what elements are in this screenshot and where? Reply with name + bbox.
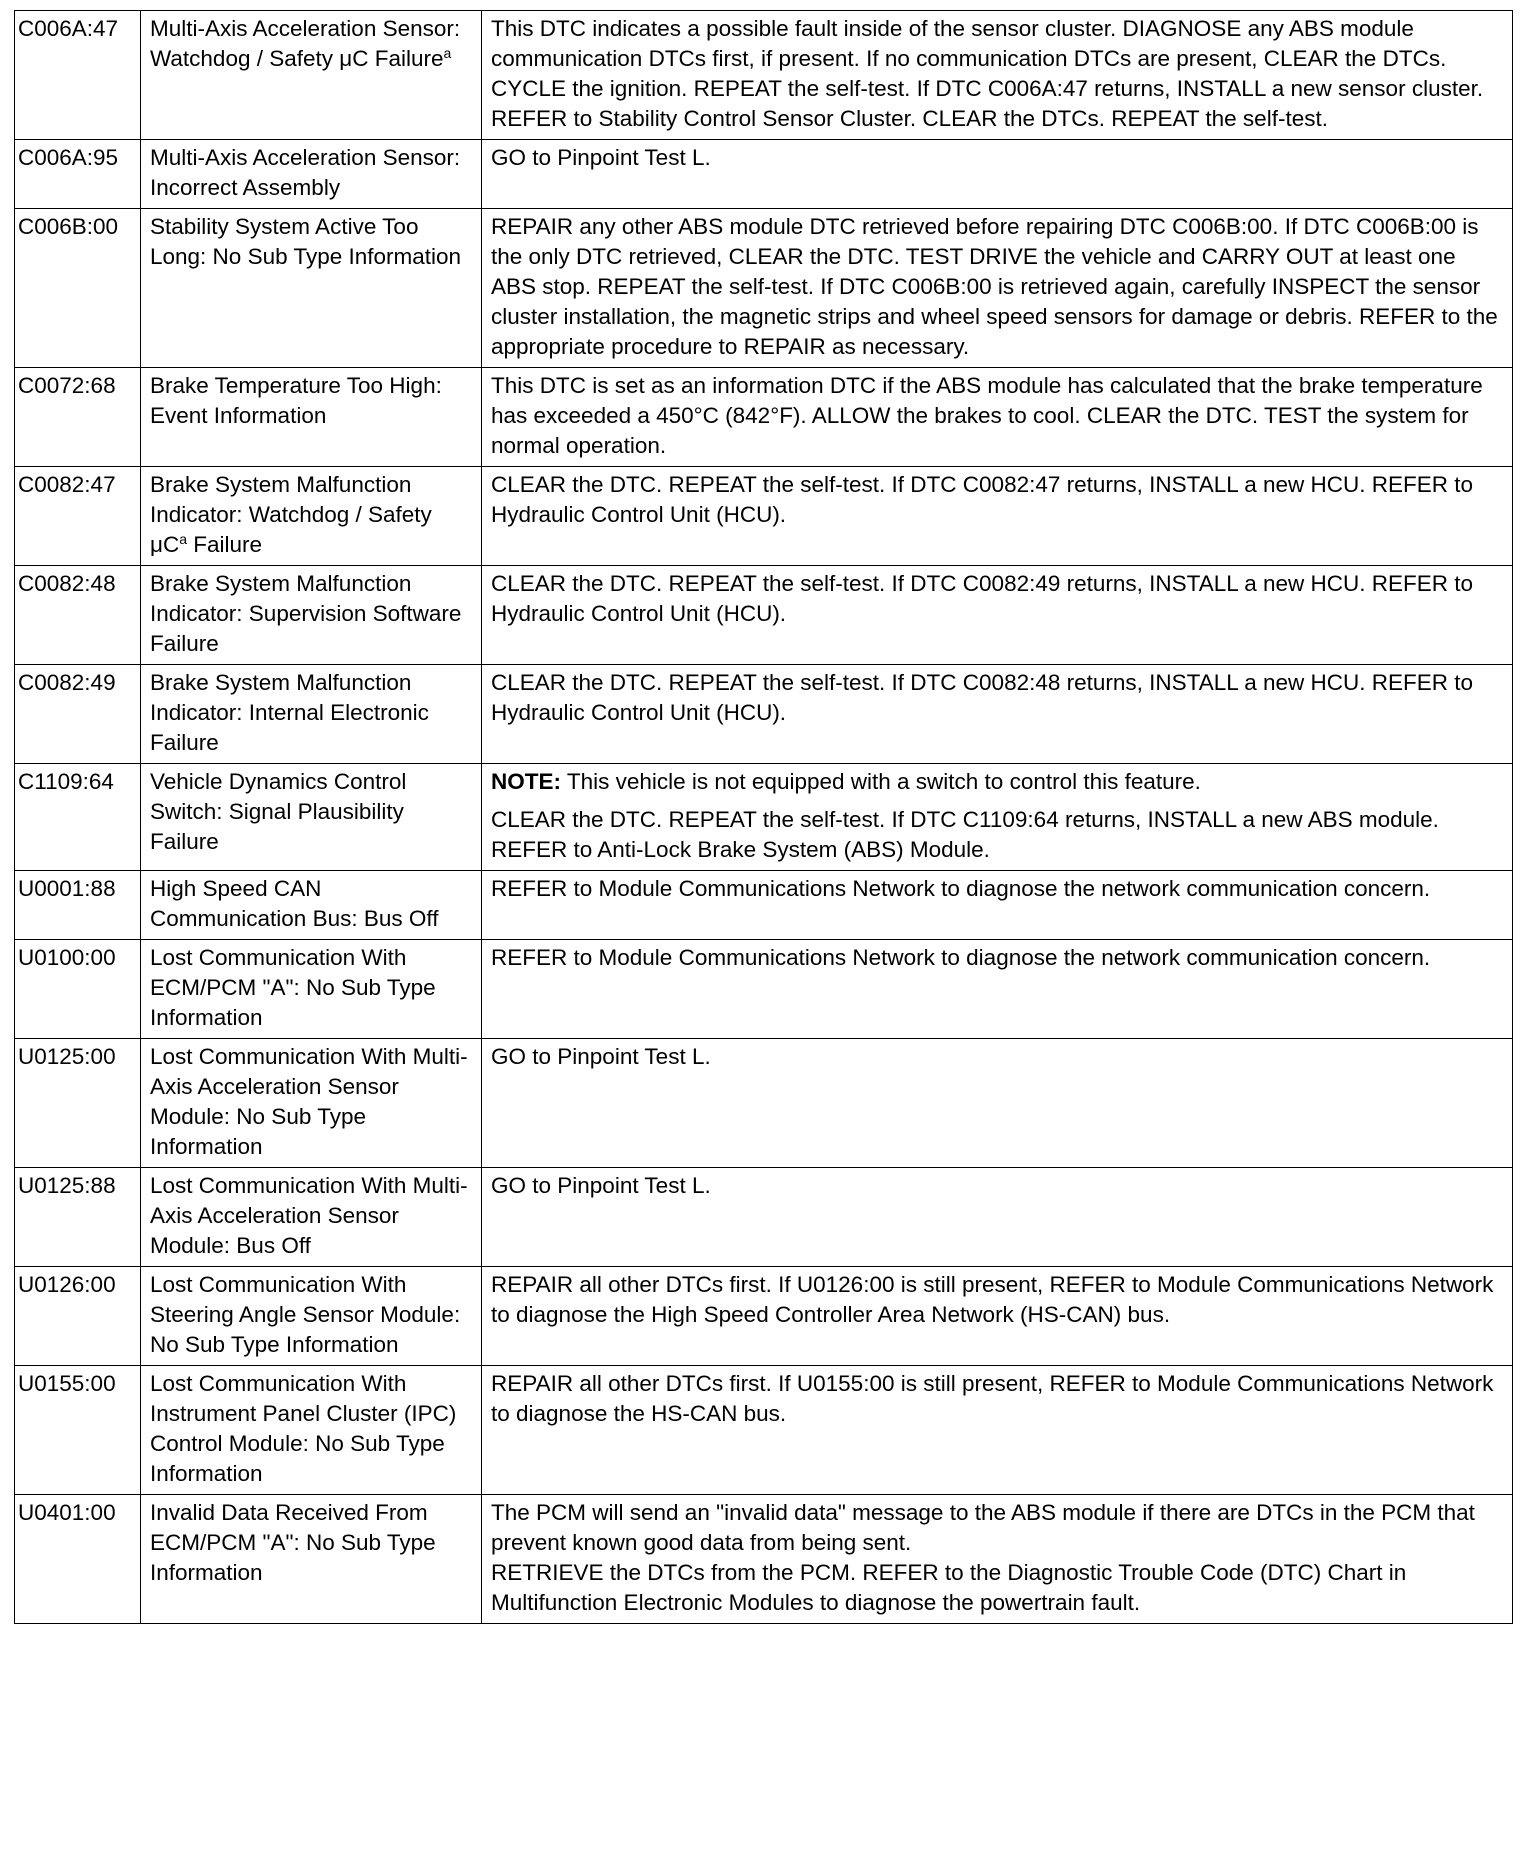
dtc-description: Invalid Data Received From ECM/PCM "A": No Sub Type Information (141, 1495, 482, 1624)
dtc-code: C0082:48 (15, 566, 141, 665)
table-row (15, 1366, 1513, 1495)
table-row (15, 871, 1513, 940)
dtc-description: Multi-Axis Acceleration Sensor: Watchdog / Safety μC Failure$^a$ (141, 11, 482, 140)
dtc-code: U0125:88 (15, 1168, 141, 1267)
dtc-description: Lost Communication With Multi-Axis Acceleration Sensor Module: No Sub Type Information (141, 1039, 482, 1168)
dtc-description: High Speed CAN Communication Bus: Bus Off (141, 871, 482, 940)
dtc-action (482, 764, 1513, 871)
dtc-action: CLEAR the DTC. REPEAT the self-test. If DTC C0082:48 returns, INSTALL a new HCU. REFER to Hydraulic Control Unit (HCU). (482, 665, 1513, 764)
dtc-code: U0100:00 (15, 940, 141, 1039)
table-row (15, 566, 1513, 665)
dtc-action: GO to Pinpoint Test L. (482, 1039, 1513, 1168)
dtc-code: C0082:49 (15, 665, 141, 764)
dtc-action: GO to Pinpoint Test L. (482, 1168, 1513, 1267)
dtc-action: CLEAR the DTC. REPEAT the self-test. If DTC C0082:47 returns, INSTALL a new HCU. REFER to Hydraulic Control Unit (HCU). (482, 467, 1513, 566)
dtc-action: REPAIR any other ABS module DTC retrieved before repairing DTC C006B:00. If DTC C006B:00 is the only DTC retrieved, CLEAR the DTC. TEST DRIVE the vehicle and CARRY OUT at least one ABS stop. REPEAT the self-test. If DTC C006B:00 is retrieved again, carefully INSPECT the sensor cluster installation, the magnetic strips and wheel speed sensors for damage or debris. REFER to the appropriate procedure to REPAIR as necessary. (482, 209, 1513, 368)
dtc-description: Multi-Axis Acceleration Sensor: Incorrect Assembly (141, 140, 482, 209)
dtc-code: C006A:47 (15, 11, 141, 140)
dtc-code: U0001:88 (15, 871, 141, 940)
table-row (15, 209, 1513, 368)
dtc-description: Lost Communication With Multi-Axis Acceleration Sensor Module: Bus Off (141, 1168, 482, 1267)
dtc-description: Brake Temperature Too High: Event Information (141, 368, 482, 467)
dtc-description: Brake System Malfunction Indicator: Internal Electronic Failure (141, 665, 482, 764)
footnote-marker: a (443, 45, 452, 61)
dtc-description: Stability System Active Too Long: No Sub Type Information (141, 209, 482, 368)
dtc-code: U0125:00 (15, 1039, 141, 1168)
table-row (15, 1267, 1513, 1366)
dtc-code: C006B:00 (15, 209, 141, 368)
table-row (15, 467, 1513, 566)
dtc-action: This DTC indicates a possible fault inside of the sensor cluster. DIAGNOSE any ABS module communication DTCs first, if present. If no communication DTCs are present, CLEAR the DTCs. CYCLE the ignition. REPEAT the self-test. If DTC C006A:47 returns, INSTALL a new sensor cluster. REFER to Stability Control Sensor Cluster. CLEAR the DTCs. REPEAT the self-test. (482, 11, 1513, 140)
table-row (15, 665, 1513, 764)
action-paragraph: RETRIEVE the DTCs from the PCM. REFER to the Diagnostic Trouble Code (DTC) Chart in Multifunction Electronic Modules to diagnose the powertrain fault. (491, 1560, 1407, 1615)
dtc-action: REPAIR all other DTCs first. If U0126:00 is still present, REFER to Module Communications Network to diagnose the High Speed Controller Area Network (HS-CAN) bus. (482, 1267, 1513, 1366)
table-row (15, 368, 1513, 467)
dtc-action: REFER to Module Communications Network to diagnose the network communication concern. (482, 940, 1513, 1039)
table-row (15, 1168, 1513, 1267)
table-row (15, 1039, 1513, 1168)
note-label: NOTE: (491, 769, 561, 794)
dtc-description: Brake System Malfunction Indicator: Supervision Software Failure (141, 566, 482, 665)
dtc-action: This DTC is set as an information DTC if the ABS module has calculated that the brake temperature has exceeded a 450°C (842°F). ALLOW the brakes to cool. CLEAR the DTC. TEST the system for normal operation. (482, 368, 1513, 467)
dtc-action: GO to Pinpoint Test L. (482, 140, 1513, 209)
dtc-description: Lost Communication With Steering Angle Sensor Module: No Sub Type Information (141, 1267, 482, 1366)
dtc-action (482, 1495, 1513, 1624)
dtc-action: CLEAR the DTC. REPEAT the self-test. If DTC C0082:49 returns, INSTALL a new HCU. REFER to Hydraulic Control Unit (HCU). (482, 566, 1513, 665)
dtc-code: C1109:64 (15, 764, 141, 871)
dtc-description: Brake System Malfunction Indicator: Watchdog / Safety $\mu C^a$ Failure (141, 467, 482, 566)
dtc-code: U0401:00 (15, 1495, 141, 1624)
table-row (15, 940, 1513, 1039)
footnote-marker: a (179, 531, 188, 547)
dtc-code: C0072:68 (15, 368, 141, 467)
dtc-description: Vehicle Dynamics Control Switch: Signal Plausibility Failure (141, 764, 482, 871)
dtc-code: C0082:47 (15, 467, 141, 566)
table-row (15, 1495, 1513, 1624)
dtc-chart-table (14, 10, 1513, 1624)
dtc-code: U0126:00 (15, 1267, 141, 1366)
dtc-code: C006A:95 (15, 140, 141, 209)
table-row (15, 764, 1513, 871)
action-paragraph: CLEAR the DTC. REPEAT the self-test. If DTC C1109:64 returns, INSTALL a new ABS module. REFER to Anti-Lock Brake System (ABS) Module. (491, 807, 1439, 862)
note-paragraph: NOTE: This vehicle is not equipped with a switch to control this feature. (491, 769, 1201, 794)
table-row (15, 11, 1513, 140)
dtc-code: U0155:00 (15, 1366, 141, 1495)
dtc-description: Lost Communication With ECM/PCM "A": No Sub Type Information (141, 940, 482, 1039)
action-paragraph: The PCM will send an "invalid data" message to the ABS module if there are DTCs in the PCM that prevent known good data from being sent. (491, 1500, 1475, 1555)
dtc-action: REFER to Module Communications Network to diagnose the network communication concern. (482, 871, 1513, 940)
table-row (15, 140, 1513, 209)
dtc-action: REPAIR all other DTCs first. If U0155:00 is still present, REFER to Module Communications Network to diagnose the HS-CAN bus. (482, 1366, 1513, 1495)
dtc-description: Lost Communication With Instrument Panel Cluster (IPC) Control Module: No Sub Type Information (141, 1366, 482, 1495)
